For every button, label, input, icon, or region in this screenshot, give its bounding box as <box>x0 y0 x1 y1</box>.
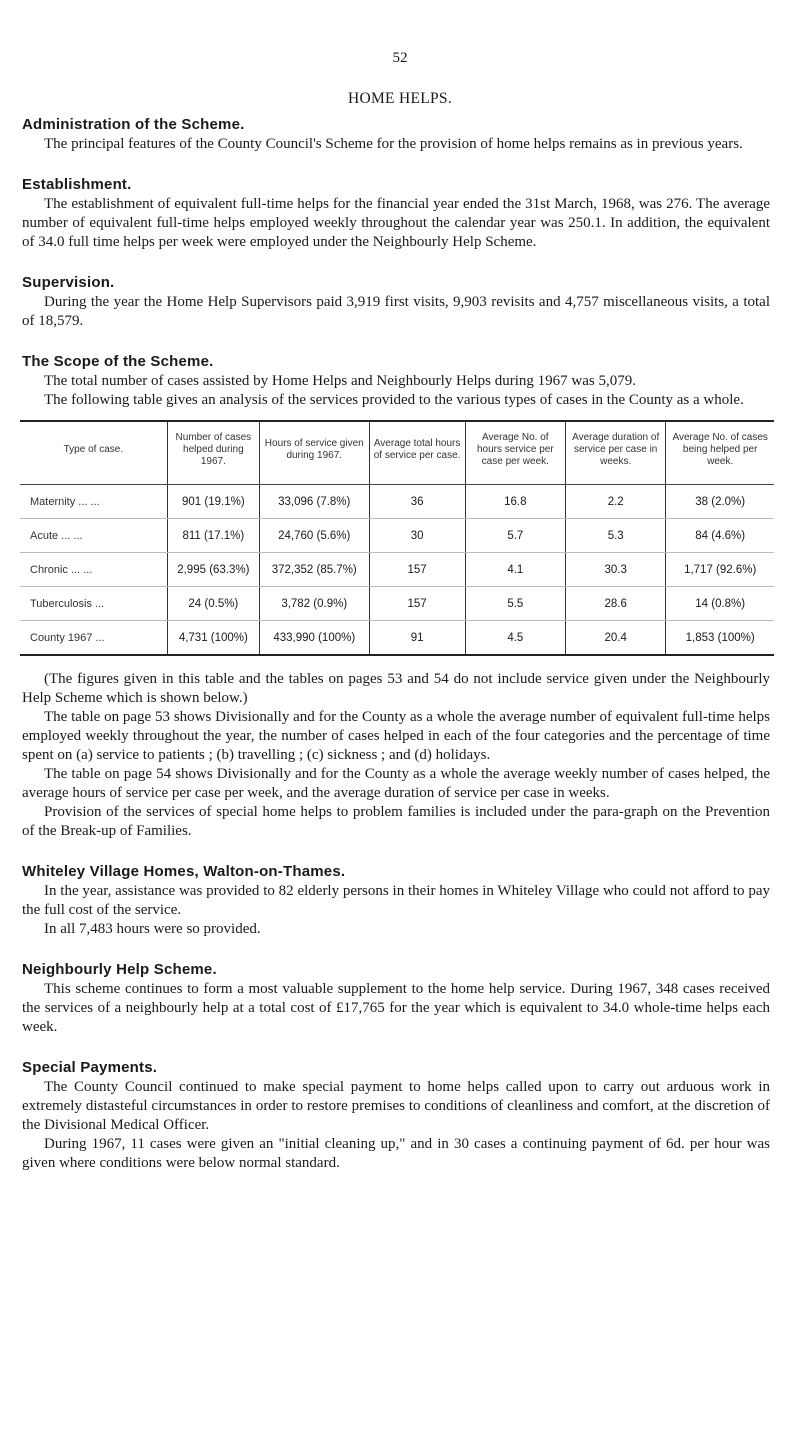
cell-avg-weekly: 4.5 <box>465 621 565 656</box>
cell-avg-weekly: 5.5 <box>465 587 565 621</box>
cell-avg-duration: 30.3 <box>566 553 666 587</box>
section-heading: Establishment. <box>22 176 132 193</box>
case-analysis-table <box>20 420 774 656</box>
cell-hours: 24,760 (5.6%) <box>259 519 369 553</box>
paragraph: The following table gives an analysis of the services provided to the various types of cases in the County as a whole. <box>44 392 744 408</box>
table-row <box>20 553 774 587</box>
section-whiteley <box>22 863 770 939</box>
table-header-row <box>20 421 774 485</box>
paragraph: In the year, assistance was provided to 82 elderly persons in their homes in Whiteley Village who could not afford to pay the full cost of the service. <box>22 883 770 918</box>
cell-avg-duration: 2.2 <box>566 485 666 519</box>
table-row <box>20 621 774 656</box>
cell-cases: 24 (0.5%) <box>167 587 259 621</box>
header-average-cases-per-week: Average No. of cases being helped per week. <box>666 421 774 485</box>
section-special-payments <box>22 1059 770 1173</box>
document-body <box>22 116 770 1173</box>
cell-avg-weekly: 5.7 <box>465 519 565 553</box>
cell-avg-total: 91 <box>369 621 465 656</box>
table-row <box>20 485 774 519</box>
section-heading: Whiteley Village Homes, Walton-on-Thames. <box>22 863 346 880</box>
cell-avg-total: 36 <box>369 485 465 519</box>
cell-type: County 1967 ... <box>30 631 105 644</box>
section-heading: Special Payments. <box>22 1059 158 1076</box>
section-heading: Administration of the Scheme. <box>22 116 245 133</box>
paragraph: The total number of cases assisted by Home Helps and Neighbourly Helps during 1967 was 5,079. <box>44 373 636 389</box>
paragraph: The establishment of equivalent full-time helps for the financial year ended the 31st March, 1968, was 276. The average number of equivalent full-time helps employed weekly throughout the calendar year was 250.1. In addition, the equivalent of 34.0 full time helps per week were employed under the Neighbourly Help Scheme. <box>22 196 770 250</box>
cell-type: Acute ... ... <box>20 519 167 553</box>
cell-hours: 3,782 (0.9%) <box>259 587 369 621</box>
cell-type: Maternity ... ... <box>20 485 167 519</box>
document-title: HOME HELPS. <box>347 90 453 107</box>
section-scope <box>22 353 770 410</box>
section-notes <box>22 670 770 841</box>
cell-hours: 433,990 (100%) <box>259 621 369 656</box>
table-row <box>20 519 774 553</box>
cell-type: Chronic ... ... <box>20 553 167 587</box>
section-supervision <box>22 274 770 331</box>
paragraph: During the year the Home Help Supervisors paid 3,919 first visits, 9,903 revisits and 4,757 miscellaneous visits, a total of 18,579. <box>22 294 770 329</box>
paragraph: Provision of the services of special home helps to problem families is included under the para-graph on the Prevention of the Break-up of Families. <box>22 804 770 839</box>
cell-avg-cases: 84 (4.6%) <box>666 519 774 553</box>
cell-avg-cases: 14 (0.8%) <box>666 587 774 621</box>
page-number: 52 <box>392 50 408 66</box>
cell-avg-duration: 5.3 <box>566 519 666 553</box>
section-heading: Neighbourly Help Scheme. <box>22 961 217 978</box>
cell-cases: 901 (19.1%) <box>167 485 259 519</box>
cell-avg-weekly: 4.1 <box>465 553 565 587</box>
header-number-of-cases: Number of cases helped during 1967. <box>167 421 259 485</box>
header-average-duration: Average duration of service per case in weeks. <box>566 421 666 485</box>
cell-avg-cases: 1,853 (100%) <box>666 621 774 656</box>
header-average-hours-per-week: Average No. of hours service per case per week. <box>465 421 565 485</box>
paragraph: The table on page 54 shows Divisionally and for the County as a whole the average weekly number of cases helped, the average hours of service per case per week, and the average duration of service per case in weeks. <box>22 766 770 801</box>
paragraph: The table on page 53 shows Divisionally and for the County as a whole the average number of equivalent full-time helps employed weekly throughout the year, the number of cases helped in each of the four categories and the percentage of time spent on (a) service to patients ; (b) travelling ; (c) sickness ; and (d) holidays. <box>22 709 770 763</box>
cell-avg-total: 157 <box>369 553 465 587</box>
header-average-total-hours: Average total hours of service per case. <box>369 421 465 485</box>
paragraph: (The figures given in this table and the tables on pages 53 and 54 do not include service given under the Neighbourly Help Scheme which is shown below.) <box>22 671 770 706</box>
cell-cases: 4,731 (100%) <box>167 621 259 656</box>
cell-type: Tuberculosis ... <box>20 587 167 621</box>
paragraph: During 1967, 11 cases were given an "initial cleaning up," and in 30 cases a continuing payment of 6d. per hour was given where conditions were below normal standard. <box>22 1136 770 1171</box>
header-hours-of-service: Hours of service given during 1967. <box>259 421 369 485</box>
cell-avg-duration: 28.6 <box>566 587 666 621</box>
paragraph: This scheme continues to form a most valuable supplement to the home help service. During 1967, 348 cases received the services of a neighbourly help at a total cost of £17,765 for the year which is equivalent to 34.0 whole-time helps each week. <box>22 981 770 1035</box>
cell-avg-total: 157 <box>369 587 465 621</box>
cell-avg-weekly: 16.8 <box>465 485 565 519</box>
paragraph: In all 7,483 hours were so provided. <box>44 921 261 937</box>
section-heading: The Scope of the Scheme. <box>22 353 214 370</box>
section-neighbourly <box>22 961 770 1037</box>
table-row <box>20 587 774 621</box>
cell-hours: 372,352 (85.7%) <box>259 553 369 587</box>
section-administration <box>22 116 770 154</box>
cell-cases: 811 (17.1%) <box>167 519 259 553</box>
paragraph: The County Council continued to make special payment to home helps called upon to carry out arduous work in extremely distasteful circumstances in order to restore premises to conditions of cleanliness and comfort, at the discretion of the Divisional Medical Officer. <box>22 1079 770 1133</box>
cell-cases: 2,995 (63.3%) <box>167 553 259 587</box>
cell-avg-total: 30 <box>369 519 465 553</box>
paragraph: The principal features of the County Council's Scheme for the provision of home helps remains as in previous years. <box>44 136 743 152</box>
cell-avg-duration: 20.4 <box>566 621 666 656</box>
section-establishment <box>22 176 770 252</box>
header-type-of-case: Type of case. <box>20 421 167 485</box>
cell-avg-cases: 38 (2.0%) <box>666 485 774 519</box>
section-heading: Supervision. <box>22 274 115 291</box>
cell-hours: 33,096 (7.8%) <box>259 485 369 519</box>
cell-avg-cases: 1,717 (92.6%) <box>666 553 774 587</box>
